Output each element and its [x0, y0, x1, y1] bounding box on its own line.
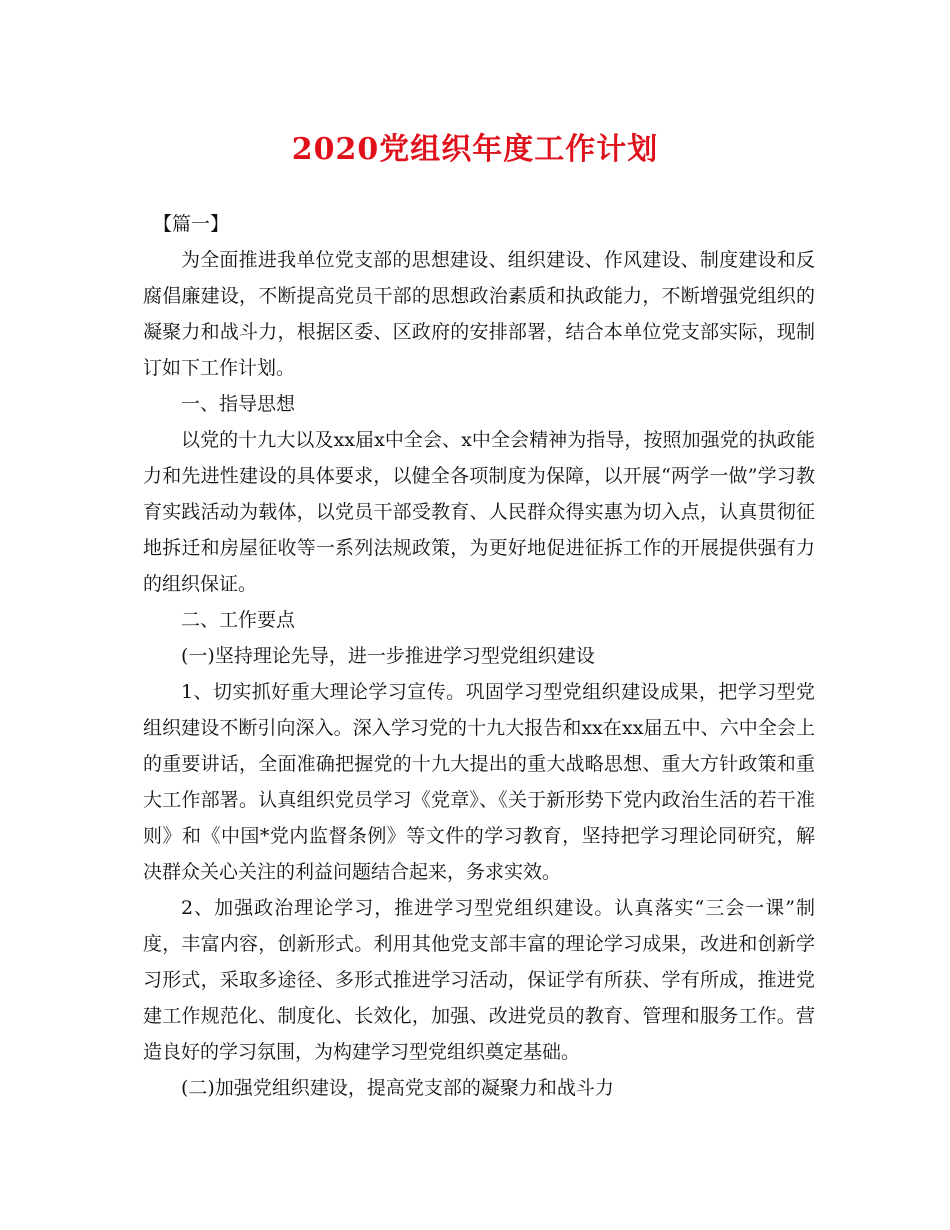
document-title: 2020党组织年度工作计划 [291, 132, 659, 167]
paragraph-item-2: 2、加强政治理论学习，推进学习型党组织建设。认真落实“三会一课”制度，丰富内容，创新形式。利用其他党支部丰富的理论学习成果，改进和创新学习形式，采取多途径、多形式推进学习活动，保证学有所获、学有所成，推进党建工作规范化、制度化、长效化，加强、改进党员的教育、管理和服务工作。营造良好的学习氛围，为构建学习型党组织奠定基础。 [143, 897, 815, 1063]
heading-work-points: 二、工作要点 [181, 609, 296, 631]
paragraph-guiding-thought: 以党的十九大以及xx届x中全会、x中全会精神为指导，按照加强党的执政能力和先进性建设的具体要求，以健全各项制度为保障，以开展“两学一做”学习教育实践活动为载体，以党员干部受教育、人民群众得实惠为切入点，认真贯彻征地拆迁和房屋征收等一系列法规政策，为更好地促进征拆工作的开展提供强有力的组织保证。 [143, 429, 815, 595]
section-heading: 【篇一】 [153, 213, 230, 235]
subheading-theory-first: (一)坚持理论先导，进一步推进学习型党组织建设 [181, 645, 595, 667]
paragraph-intro: 为全面推进我单位党支部的思想建设、组织建设、作风建设、制度建设和反腐倡廉建设，不断提高党员干部的思想政治素质和执政能力，不断增强党组织的凝聚力和战斗力，根据区委、区政府的安排部署，结合本单位党支部实际，现制订如下工作计划。 [143, 249, 815, 379]
document-body [143, 206, 815, 1106]
heading-guiding-thought: 一、指导思想 [181, 393, 296, 415]
subheading-party-building: (二)加强党组织建设，提高党支部的凝聚力和战斗力 [181, 1077, 614, 1099]
paragraph-item-1: 1、切实抓好重大理论学习宣传。巩固学习型党组织建设成果，把学习型党组织建设不断引向深入。深入学习党的十九大报告和xx在xx届五中、六中全会上的重要讲话，全面准确把握党的十九大提出的重大战略思想、重大方针政策和重大工作部署。认真组织党员学习《党章》、《关于新形势下党内政治生活的若干准则》和《中国*党内监督条例》等文件的学习教育，坚持把学习理论同研究，解决群众关心关注的利益问题结合起来，务求实效。 [143, 681, 815, 883]
